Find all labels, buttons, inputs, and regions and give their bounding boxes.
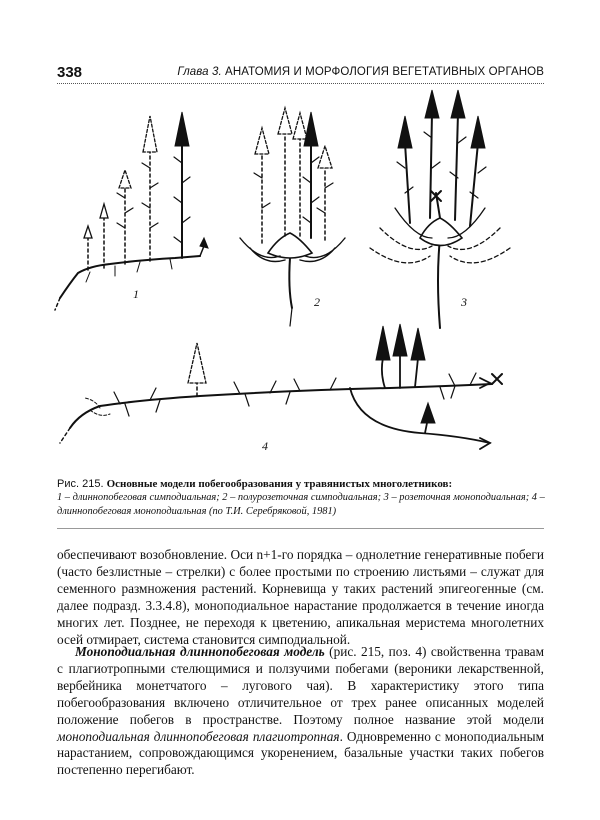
panel-label-4: 4 <box>262 439 268 453</box>
panel-4-drawing <box>60 324 502 449</box>
panel-label-2: 2 <box>314 295 320 309</box>
header-rule <box>57 83 544 84</box>
figure-caption <box>57 477 547 519</box>
caption-legend: 1 – длиннопобеговая симподиальная; 2 – полурозеточная симподиальная; 3 – розеточная моноподиальная; 4 – длиннопобеговая моноподиальная (по Т.И. Серебряковой, 1981) <box>57 492 545 517</box>
panel-1-open-arrowhead <box>143 116 157 152</box>
panel-1-rhizome <box>60 256 200 298</box>
paragraph-2-text-a: (рис. 215, поз. 4) свойственна травам с плагиотропными стелющимися и ползучими побегами (вероники лекарственной, вербейника монетчатого – лугового чая). В характеристику этого типа побегообразования включено отличительное от трех ранее описанных моделей положение побегов в пространстве. Поэтому полное название этой модели <box>57 644 544 727</box>
chapter-title: АНАТОМИЯ И МОРФОЛОГИЯ ВЕГЕТАТИВНЫХ ОРГАНОВ <box>225 66 544 78</box>
model-full-name: моноподиальная длиннопобеговая плагиотропная <box>57 728 340 744</box>
panel-2-drawing <box>240 108 345 326</box>
page-number: 338 <box>57 64 83 81</box>
caption-label: Рис. 215. <box>57 478 104 490</box>
paragraph-2 <box>57 644 544 779</box>
caption-rule <box>57 528 544 529</box>
panel-2-root <box>289 258 292 308</box>
model-term: Моноподиальная длиннопобеговая модель <box>75 644 325 659</box>
panel-1-filled-arrowhead <box>175 112 189 146</box>
paragraph-2-text-b: . Одновременно с моноподиальным нарастанием, сопровождающимся укоренением, базальные участки таких побегов постепенно перегибают. <box>57 728 545 778</box>
panel-4-apex-mark <box>492 374 502 384</box>
panel-3-drawing <box>370 90 510 328</box>
running-head <box>177 66 544 78</box>
panel-label-1: 1 <box>133 287 139 301</box>
chapter-prefix: Глава 3. <box>177 66 222 78</box>
panel-3-root <box>438 238 440 328</box>
panel-label-3: 3 <box>461 295 467 309</box>
panel-1-drawing <box>55 112 208 310</box>
caption-title: Основные модели побегообразования у травянистых многолетников: <box>106 478 453 490</box>
paragraph-1: обеспечивают возобновление. Оси n+1-го порядка – однолетние генеративные побеги (часто безлистные – стрелки) с более простыми по строению листьями – служат для семенного размножения растений. Корневища у таких растений эпигеогенные (см. далее подразд. 3.3.4.8), моноподиальное нарастание продолжается в течение иногда многих лет. Позднее, не переходя к цветению, апикальная меристема многолетних осей отмирает, система становится симподиальной. <box>57 547 544 647</box>
shoot-models-figure <box>0 88 600 478</box>
